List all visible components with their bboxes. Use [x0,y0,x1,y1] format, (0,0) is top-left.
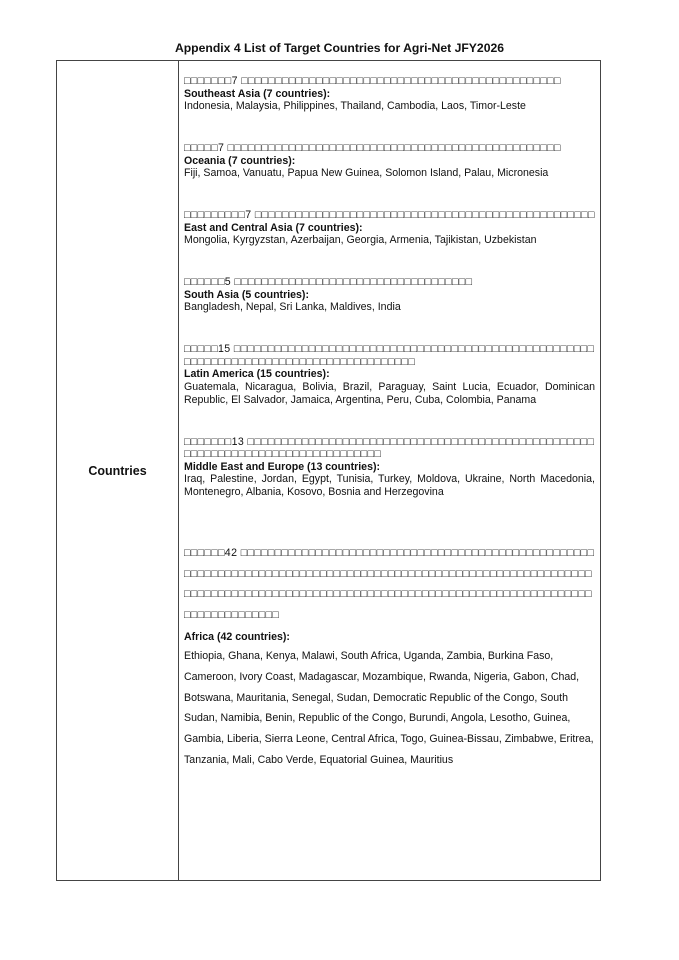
region-heading: Southeast Asia (7 countries): [184,87,331,100]
region-jp-text: □□□□□□□7 □□□□□□□□□□□□□□□□□□□□□□□□□□□□□□□□□□□□□□□□□□□□□□□ [184,75,561,87]
region-jp-text: □□□□□□5 □□□□□□□□□□□□□□□□□□□□□□□□□□□□□□□□□□□ [184,276,473,288]
region-middle-east-europe [184,436,595,500]
region-oceania [184,142,595,180]
region-country-list: Bangladesh, Nepal, Sri Lanka, Maldives, India [184,301,401,313]
region-country-list: Ethiopia, Ghana, Kenya, Malawi, South Africa, Uganda, Zambia, Burkina Faso, Cameroon, Ivory Coast, Madagascar, Mozambique, Rwanda, Nigeria, Gabon, Chad, Botswana, Mauritania, Senegal, Sudan, Democratic Republic of the Congo, South Sudan, Namibia, Benin, Republic of the Congo, Burundi, Angola, Lesotho, Guinea, Gambia, Liberia, Sierra Leone, Central Africa, Togo, Guinea-Bissau, Zimbabwe, Eritrea, Tanzania, Mali, Cabo Verde, Equatorial Guinea, Mauritius [184,650,594,766]
region-heading: Latin America (15 countries): [184,368,330,380]
row-label-countries: Countries [57,61,179,880]
page-title: Appendix 4 List of Target Countries for Agri-Net JFY2026 [174,41,505,55]
region-country-list: Fiji, Samoa, Vanuatu, Papua New Guinea, Solomon Island, Palau, Micronesia [184,167,549,179]
region-jp-text: □□□□□15 □□□□□□□□□□□□□□□□□□□□□□□□□□□□□□□□□□□□□□□□□□□□□□□□□□□□□□□□□□□□□□□□□□□□□□□□□□□□□□□□□□□□□□□ [184,343,595,368]
regions-cell [184,75,595,771]
region-africa [184,543,595,771]
region-latin-america [184,343,595,407]
region-southeast-asia [184,75,595,113]
region-jp-text: □□□□□7 □□□□□□□□□□□□□□□□□□□□□□□□□□□□□□□□□□□□□□□□□□□□□□□□□ [184,142,561,154]
region-heading: East and Central Asia (7 countries): [184,221,363,234]
region-country-list: Indonesia, Malaysia, Philippines, Thailand, Cambodia, Laos, Timor-Leste [184,100,526,112]
region-heading: Middle East and Europe (13 countries): [184,460,381,473]
region-jp-text: □□□□□□□13 □□□□□□□□□□□□□□□□□□□□□□□□□□□□□□□□□□□□□□□□□□□□□□□□□□□□□□□□□□□□□□□□□□□□□□□□□□□□□□□□ [184,435,595,460]
region-south-asia [184,276,595,314]
region-east-central-asia [184,209,595,247]
region-country-list: Iraq, Palestine, Jordan, Egypt, Tunisia, Turkey, Moldova, Ukraine, North Macedonia, Montenegro, Albania, Kosovo, Bosnia and Herzegovina [184,473,595,498]
region-country-list: Guatemala, Nicaragua, Bolivia, Brazil, Paraguay, Saint Lucia, Ecuador, Dominican Republic, El Salvador, Jamaica, Argentina, Peru, Cuba, Colombia, Panama [184,380,595,406]
region-heading: Africa (42 countries): [184,631,290,643]
region-jp-text: □□□□□□42 □□□□□□□□□□□□□□□□□□□□□□□□□□□□□□□□□□□□□□□□□□□□□□□□□□□□□□□□□□□□□□□□□□□□□□□□□□□□□□□□□□□□□□□□□□□□□□□□□□□□□□□□□□□□□□□□□□□□□□□□□□□□□□□□□□□□□□□□□□□□□□□□□□□□□□□□□□□□□□□□□□□□□□□□□□□□□□□□□□□□□□□□□□ [184,547,595,621]
region-country-list: Mongolia, Kyrgyzstan, Azerbaijan, Georgia, Armenia, Tajikistan, Uzbekistan [184,234,537,246]
region-heading: Oceania (7 countries): [184,154,296,167]
countries-table [56,60,601,881]
region-heading: South Asia (5 countries): [184,288,309,301]
region-jp-text: □□□□□□□□□7 □□□□□□□□□□□□□□□□□□□□□□□□□□□□□□□□□□□□□□□□□□□□□□□□□□ [184,209,595,221]
